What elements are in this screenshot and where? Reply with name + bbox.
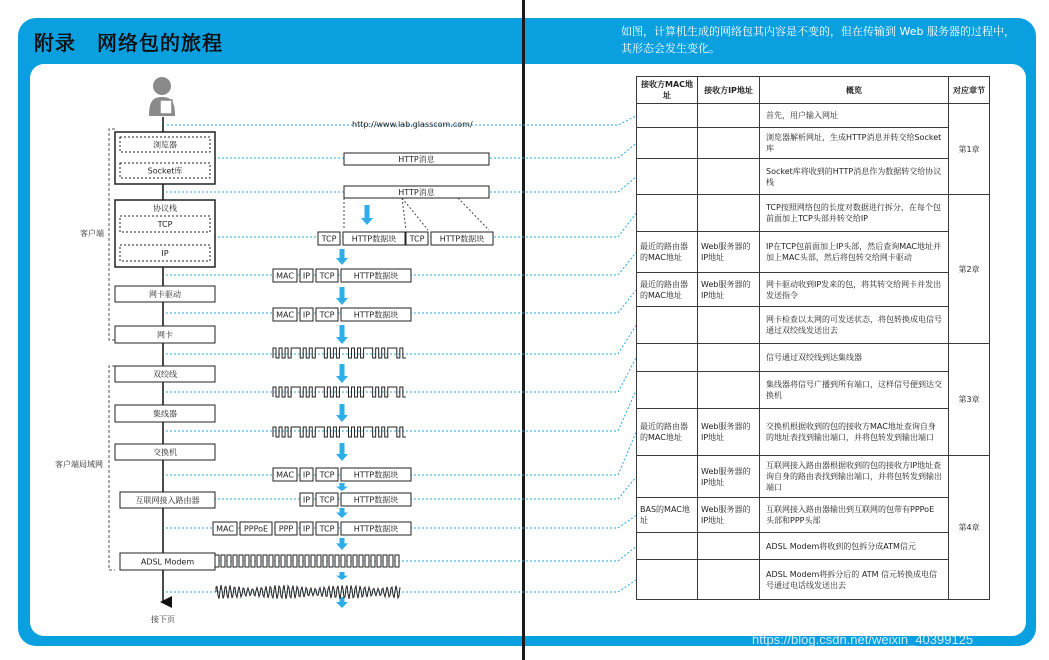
cell-mac [637, 560, 698, 600]
svg-text:HTTP数据块: HTTP数据块 [439, 234, 485, 244]
down-arrow [336, 508, 348, 518]
cell-ip: Web服务器的IP地址 [698, 232, 760, 273]
ip-box [120, 245, 210, 261]
svg-text:TCP: TCP [321, 234, 337, 244]
cell-chapter: 第3章 [949, 344, 990, 456]
page-icon [160, 100, 172, 114]
svg-text:TCP: TCP [319, 495, 335, 505]
svg-text:IP: IP [302, 310, 311, 320]
table-row [637, 344, 990, 372]
packet-row [273, 269, 411, 282]
cell-mac [637, 344, 698, 372]
svg-text:HTTP数据块: HTTP数据块 [353, 470, 399, 480]
tcp-box [120, 216, 210, 232]
flow-arrows [336, 205, 373, 608]
square-wave [273, 387, 406, 397]
cell-ip [698, 104, 760, 128]
cell-desc: 集线器将信号广播到所有端口，这样信号便到达交换机 [760, 372, 949, 409]
svg-text:IP: IP [302, 470, 311, 480]
svg-text:网卡驱动: 网卡驱动 [149, 290, 181, 299]
table-row [637, 456, 990, 498]
down-arrow [336, 483, 348, 491]
cell-ip: Web服务器的IP地址 [698, 456, 760, 498]
cell-ip [698, 159, 760, 195]
client-lan-bracket [109, 366, 115, 570]
table-row [637, 232, 990, 273]
packet-row [273, 308, 411, 321]
url-text: http://www.lab.glasscom.com/ [352, 120, 473, 129]
cell-desc: 网卡检查以太网的可发送状态，将包转换成电信号通过双绞线发送出去 [760, 307, 949, 344]
svg-text:MAC: MAC [276, 470, 294, 480]
cell-mac [637, 372, 698, 409]
down-arrow [336, 364, 348, 383]
cell-desc: 浏览器解析网址，生成HTTP消息并转交给Socket库 [760, 128, 949, 159]
cell-desc: 互联网接入路由器输出到互联网的包带有PPPoE头部和PPP头部 [760, 498, 949, 533]
svg-text:HTTP数据块: HTTP数据块 [353, 271, 399, 281]
svg-text:MAC: MAC [216, 524, 234, 534]
down-arrow [361, 205, 373, 225]
svg-text:IP: IP [302, 524, 311, 534]
journey-table [636, 76, 990, 600]
header-overview: 概览 [760, 77, 949, 104]
cell-mac: 最近的路由器的MAC地址 [637, 232, 698, 273]
svg-text:IP: IP [161, 249, 169, 258]
cell-desc: IP在TCP包前面加上IP头部，然后查询MAC地址并加上MAC头部，然后将包转交给网卡驱动 [760, 232, 949, 273]
protocol-stack-label: 协议栈 [153, 204, 177, 213]
group-brackets [109, 129, 115, 570]
connector-line [166, 580, 636, 592]
client-label: 客户端 [80, 229, 104, 238]
cell-mac [637, 533, 698, 560]
svg-text:IP: IP [302, 495, 311, 505]
table-row [637, 372, 990, 409]
cell-desc: ADSL Modem将拆分后的 ATM 信元转换成电信号通过电话线发送出去 [760, 560, 949, 600]
table-row [637, 560, 990, 600]
cell-ip [698, 307, 760, 344]
cell-ip: Web服务器的IP地址 [698, 409, 760, 456]
connector-line [166, 326, 636, 355]
svg-text:HTTP消息: HTTP消息 [398, 155, 435, 164]
cell-mac [637, 456, 698, 498]
cell-mac: BAS的MAC地址 [637, 498, 698, 533]
switch-box [115, 444, 215, 460]
down-arrow [336, 538, 348, 550]
cell-ip [698, 533, 760, 560]
svg-text:双绞线: 双绞线 [153, 370, 177, 379]
hub-box [115, 405, 215, 422]
svg-text:集线器: 集线器 [153, 409, 177, 419]
svg-text:MAC: MAC [276, 310, 294, 320]
svg-text:HTTP数据块: HTTP数据块 [353, 310, 399, 320]
cell-ip [698, 560, 760, 600]
down-arrow [336, 325, 348, 344]
table-header-row [637, 77, 990, 104]
table-row [637, 195, 990, 232]
svg-text:HTTP数据块: HTTP数据块 [351, 234, 397, 244]
cell-mac [637, 195, 698, 232]
svg-text:网卡: 网卡 [157, 330, 173, 340]
cell-desc: 信号通过双绞线到达集线器 [760, 344, 949, 372]
svg-text:HTTP数据块: HTTP数据块 [353, 495, 399, 505]
cell-mac: 最近的路由器的MAC地址 [637, 273, 698, 307]
table-row [637, 104, 990, 128]
svg-text:TCP: TCP [409, 234, 425, 244]
adsl-modem-box [120, 553, 215, 570]
client-bracket [109, 129, 115, 340]
cell-desc: ADSL Modem将收到的包拆分成ATM信元 [760, 533, 949, 560]
next-page-label: 接下页 [151, 615, 175, 624]
down-arrow [336, 287, 348, 305]
cell-desc: 首先，用户输入网址 [760, 104, 949, 128]
cell-ip: Web服务器的IP地址 [698, 498, 760, 533]
svg-text:TCP: TCP [319, 524, 335, 534]
nic-driver-box [115, 286, 215, 302]
cell-desc: 网卡驱动收到IP发来的包，将其转交给网卡并发出发送指令 [760, 273, 949, 307]
down-arrow [336, 404, 348, 422]
packet-row [344, 186, 489, 198]
connector-line [166, 391, 636, 432]
square-wave [273, 427, 406, 437]
page-title: 附录 网络包的旅程 [34, 31, 223, 55]
svg-text:PPP: PPP [278, 524, 294, 534]
svg-text:TCP: TCP [319, 310, 335, 320]
packet-row [318, 232, 405, 245]
svg-text:IP: IP [302, 271, 311, 281]
user-head [153, 77, 171, 95]
cell-ip [698, 128, 760, 159]
svg-text:Socket库: Socket库 [147, 166, 183, 176]
cell-desc: TCP按照网络包的长度对数据进行拆分，在每个包前面加上TCP头部并转交给IP [760, 195, 949, 232]
table-row [637, 159, 990, 195]
group-labels [55, 228, 104, 469]
table-row [637, 307, 990, 344]
svg-text:PPPoE: PPPoE [243, 524, 269, 534]
packet-row [273, 468, 411, 481]
down-arrow [336, 572, 348, 580]
cell-desc: 交换机根据收到的包的接收方MAC地址查询自身的地址表找到输出端口，并将包转发到输出端口 [760, 409, 949, 456]
cell-ip: Web服务器的IP地址 [698, 273, 760, 307]
header-receiver-ip: 接收方IP地址 [698, 77, 760, 104]
router-box [120, 492, 215, 508]
table-row [637, 498, 990, 533]
svg-text:HTTP消息: HTTP消息 [398, 188, 435, 197]
svg-text:交换机: 交换机 [153, 448, 177, 457]
cell-mac [637, 307, 698, 344]
table-row [637, 533, 990, 560]
square-wave [273, 348, 406, 358]
cell-desc: Socket库将收到的HTTP消息作为数据转交给协议栈 [760, 159, 949, 195]
packet-rows [213, 153, 493, 535]
cell-ip [698, 372, 760, 409]
packet-row [344, 153, 489, 165]
packet-row [406, 232, 493, 245]
cell-ip [698, 344, 760, 372]
cell-chapter: 第1章 [949, 104, 990, 195]
cell-mac [637, 128, 698, 159]
component-boxes [115, 132, 215, 570]
twisted-pair-box [115, 366, 215, 382]
client-lan-label: 客户端局域网 [55, 460, 103, 469]
table-row [637, 273, 990, 307]
cell-mac [637, 159, 698, 195]
svg-text:HTTP数据块: HTTP数据块 [353, 524, 399, 534]
cell-mac [637, 104, 698, 128]
nic-box [115, 326, 215, 343]
table-row [637, 128, 990, 159]
svg-text:互联网接入路由器: 互联网接入路由器 [135, 496, 200, 505]
svg-text:TCP: TCP [319, 271, 335, 281]
table-body [637, 104, 990, 600]
watermark: https://blog.csdn.net/weixin_40399125 [752, 632, 974, 647]
down-arrow [336, 443, 348, 461]
cell-chapter: 第4章 [949, 456, 990, 600]
svg-text:ADSL Modem: ADSL Modem [140, 557, 195, 567]
down-arrow [336, 249, 348, 265]
svg-text:浏览器: 浏览器 [153, 140, 177, 150]
packet-row [213, 522, 411, 535]
header-chapter: 对应章节 [949, 77, 990, 104]
header-receiver-mac: 接收方MAC地址 [637, 77, 698, 104]
intro-text: 如图，计算机生成的网络包其内容是不变的，但在传输到 Web 服务器的过程中，其形态会发生变化。 [621, 25, 1015, 55]
svg-text:TCP: TCP [157, 220, 173, 229]
cell-chapter: 第2章 [949, 195, 990, 344]
cell-desc: 互联网接入路由器根据收到的包的接收方IP地址查询自身的路由表找到输出端口，并将包转发到输出端口 [760, 456, 949, 498]
atm-cells [215, 555, 399, 567]
socket-box [120, 163, 210, 178]
browser-box [120, 137, 210, 152]
cell-ip [698, 195, 760, 232]
packet-row [300, 493, 411, 506]
down-arrow [336, 597, 348, 608]
table-row [637, 409, 990, 456]
svg-text:MAC: MAC [276, 271, 294, 281]
user-with-page-icon [149, 77, 175, 116]
svg-text:TCP: TCP [319, 470, 335, 480]
cell-mac: 最近的路由器的MAC地址 [637, 409, 698, 456]
